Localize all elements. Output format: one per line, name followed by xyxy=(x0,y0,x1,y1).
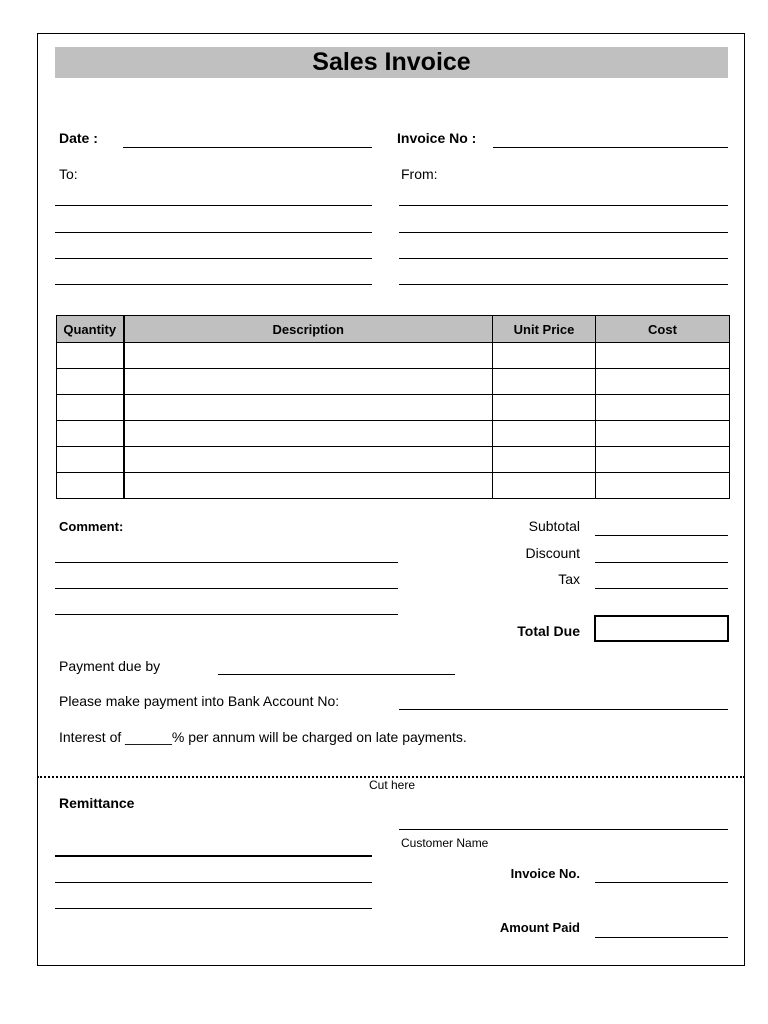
table-row xyxy=(57,447,730,473)
subtotal-label: Subtotal xyxy=(528,518,580,534)
items-table-header xyxy=(57,316,730,343)
remittance-line-3[interactable] xyxy=(55,908,372,909)
subtotal-line[interactable] xyxy=(595,535,728,536)
bank-account-line[interactable] xyxy=(399,709,728,710)
customer-name-line[interactable] xyxy=(399,829,728,830)
unit-price-cell[interactable] xyxy=(493,395,596,421)
cost-cell[interactable] xyxy=(596,473,730,499)
cost-cell[interactable] xyxy=(596,395,730,421)
description-cell[interactable] xyxy=(124,343,493,369)
to-line-4[interactable] xyxy=(55,284,372,285)
customer-name-label: Customer Name xyxy=(401,836,489,850)
items-table xyxy=(56,315,730,499)
quantity-cell[interactable] xyxy=(57,473,124,499)
comment-line-2[interactable] xyxy=(55,588,398,589)
interest-text: Interest of ______% per annum will be charged on late payments. xyxy=(59,729,467,745)
from-line-1[interactable] xyxy=(399,205,728,206)
amount-paid-label: Amount Paid xyxy=(499,920,580,935)
tax-line[interactable] xyxy=(595,588,728,589)
page-title: Sales Invoice xyxy=(312,48,471,76)
to-label: To: xyxy=(59,166,78,182)
to-line-3[interactable] xyxy=(55,258,372,259)
date-line[interactable] xyxy=(123,147,372,148)
quantity-cell[interactable] xyxy=(57,447,124,473)
discount-label: Discount xyxy=(525,545,580,561)
description-cell[interactable] xyxy=(124,395,493,421)
payment-due-label: Payment due by xyxy=(59,658,161,674)
comment-label: Comment: xyxy=(59,519,124,534)
column-header-cost: Cost xyxy=(596,316,730,343)
amount-paid-line[interactable] xyxy=(595,937,728,938)
discount-line[interactable] xyxy=(595,562,728,563)
description-cell[interactable] xyxy=(124,447,493,473)
tax-label: Tax xyxy=(558,571,580,587)
column-header-quantity: Quantity xyxy=(57,316,124,343)
remittance-invoice-no-label: Invoice No. xyxy=(510,866,580,881)
comment-line-3[interactable] xyxy=(55,614,398,615)
unit-price-cell[interactable] xyxy=(493,343,596,369)
cost-cell[interactable] xyxy=(596,343,730,369)
remittance-line-1[interactable] xyxy=(55,855,372,857)
quantity-cell[interactable] xyxy=(57,395,124,421)
comment-line-1[interactable] xyxy=(55,562,398,563)
title-bar xyxy=(55,47,728,78)
column-header-unit-price: Unit Price xyxy=(493,316,596,343)
table-row xyxy=(57,395,730,421)
payment-due-line[interactable] xyxy=(218,674,455,675)
from-label: From: xyxy=(401,166,438,182)
to-line-1[interactable] xyxy=(55,205,372,206)
description-cell[interactable] xyxy=(124,421,493,447)
cost-cell[interactable] xyxy=(596,369,730,395)
description-cell[interactable] xyxy=(124,473,493,499)
cost-cell[interactable] xyxy=(596,447,730,473)
description-cell[interactable] xyxy=(124,369,493,395)
unit-price-cell[interactable] xyxy=(493,473,596,499)
cost-cell[interactable] xyxy=(596,421,730,447)
from-line-4[interactable] xyxy=(399,284,728,285)
remittance-invoice-no-line[interactable] xyxy=(595,882,728,883)
table-row xyxy=(57,369,730,395)
date-label: Date : xyxy=(59,130,98,146)
invoice-no-line[interactable] xyxy=(493,147,728,148)
column-header-description: Description xyxy=(124,316,493,343)
quantity-cell[interactable] xyxy=(57,421,124,447)
remittance-title: Remittance xyxy=(59,795,135,811)
to-line-2[interactable] xyxy=(55,232,372,233)
table-row xyxy=(57,473,730,499)
remittance-line-2[interactable] xyxy=(55,882,372,883)
from-line-2[interactable] xyxy=(399,232,728,233)
table-row xyxy=(57,421,730,447)
cut-here-label: Cut here xyxy=(369,778,416,792)
total-due-box[interactable] xyxy=(594,615,729,642)
quantity-cell[interactable] xyxy=(57,343,124,369)
invoice-page xyxy=(37,33,745,966)
from-line-3[interactable] xyxy=(399,258,728,259)
invoice-no-label: Invoice No : xyxy=(397,130,477,146)
total-due-label: Total Due xyxy=(517,623,580,639)
bank-account-label: Please make payment into Bank Account No: xyxy=(59,693,340,709)
unit-price-cell[interactable] xyxy=(493,369,596,395)
table-row xyxy=(57,343,730,369)
unit-price-cell[interactable] xyxy=(493,447,596,473)
unit-price-cell[interactable] xyxy=(493,421,596,447)
quantity-cell[interactable] xyxy=(57,369,124,395)
